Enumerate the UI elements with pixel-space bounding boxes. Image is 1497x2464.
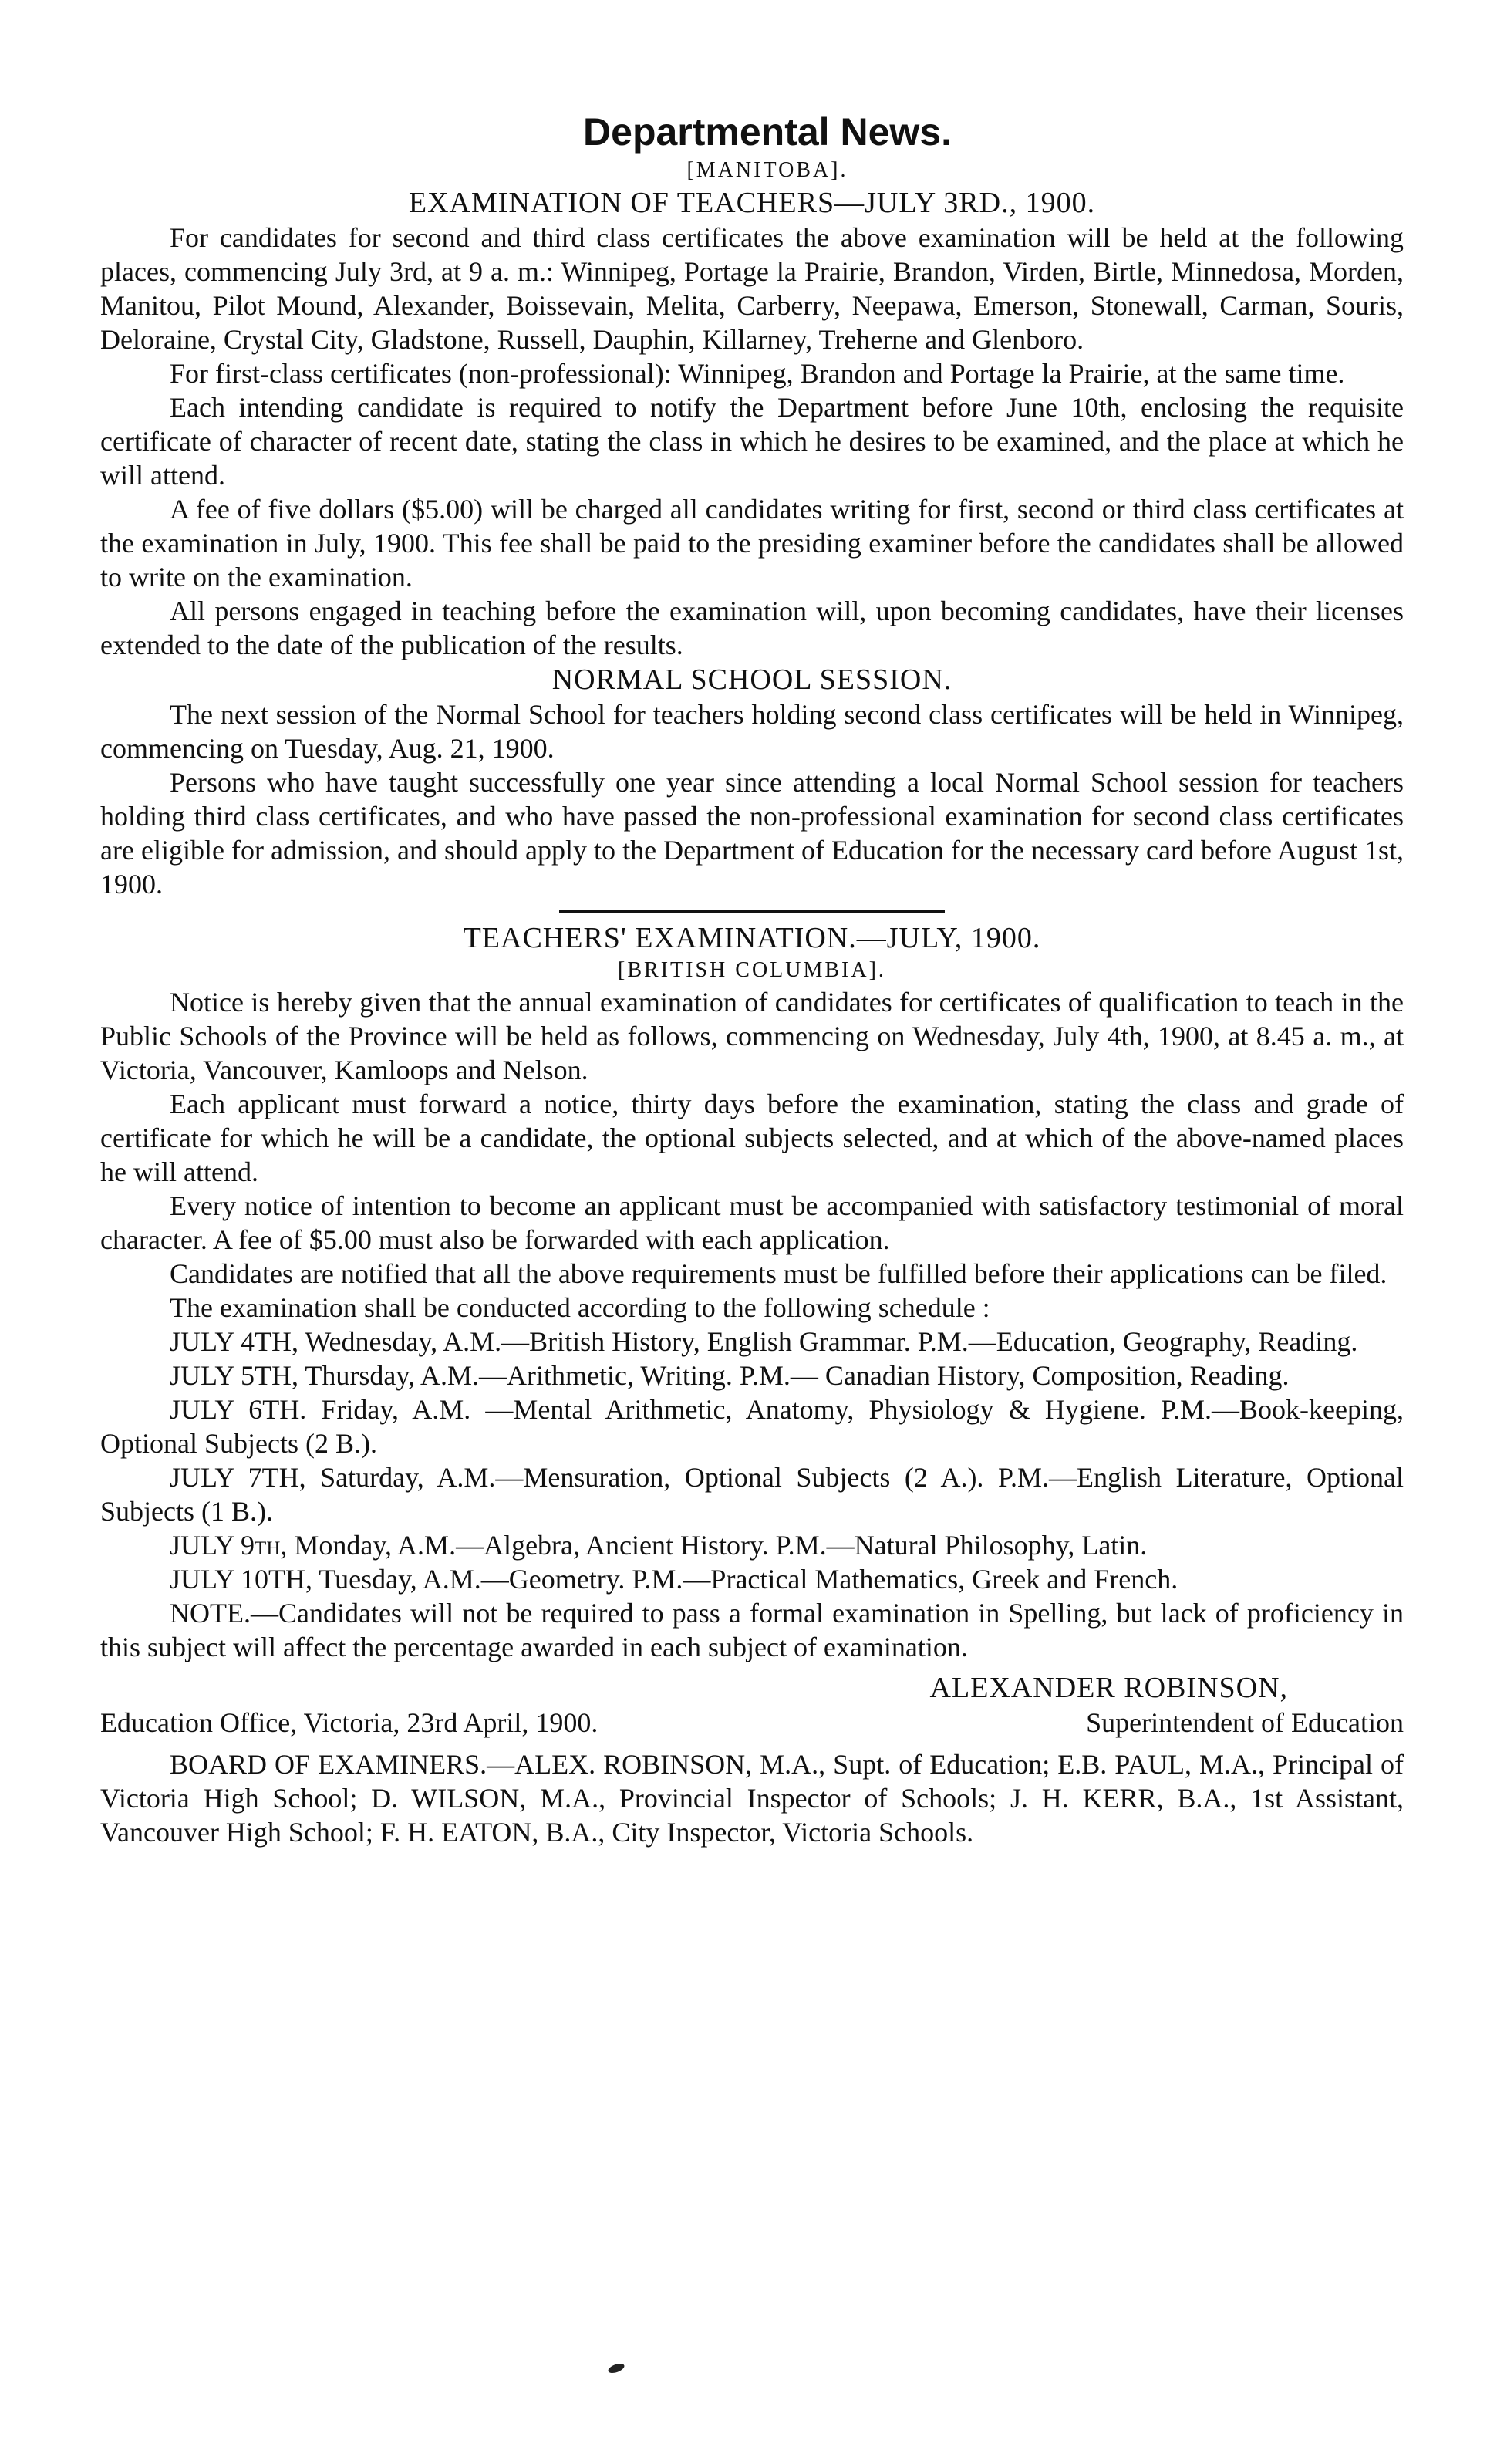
manitoba-exam-section bbox=[100, 185, 1404, 662]
page-content bbox=[100, 108, 1404, 1849]
schedule-day: JULY 10TH, bbox=[170, 1564, 313, 1595]
manitoba-paragraph: A fee of five dollars ($5.00) will be charged all candidates writing for first, second or third class certificates at the examination in July, 1900. This fee shall be paid to the presiding examiner before the candidates shall be allowed to write on the examination. bbox=[100, 494, 1404, 592]
schedule-item bbox=[100, 1562, 1404, 1596]
page-title: Departmental News. bbox=[583, 110, 952, 154]
bc-exam-section bbox=[100, 920, 1404, 1849]
region-label-bc: [BRITISH COLUMBIA]. bbox=[618, 958, 886, 982]
schedule-day: JULY 5TH, bbox=[170, 1360, 299, 1391]
schedule-item bbox=[100, 1460, 1404, 1528]
section-divider bbox=[559, 910, 945, 913]
bc-paragraph: The examination shall be conducted according to the following schedule : bbox=[170, 1292, 990, 1323]
bc-paragraph: Each applicant must forward a notice, thirty days before the examination, stating the class and grade of certificate for which he will be a candidate, the optional subjects selected, and at which of the above-named places he will attend. bbox=[100, 1089, 1404, 1187]
ink-speck bbox=[607, 2362, 625, 2375]
bc-paragraph: Every notice of intention to become an applicant must be accompanied with satisfactory testimonial of moral character. A fee of $5.00 must also be forwarded with each application. bbox=[100, 1190, 1404, 1255]
manitoba-paragraph: All persons engaged in teaching before the examination will, upon becoming candidates, have their licenses extended to the date of the publication of the results. bbox=[100, 596, 1404, 660]
bc-paragraph: Candidates are notified that all the above requirements must be fulfilled before their applications can be filed. bbox=[170, 1258, 1387, 1289]
schedule-day: JULY 7TH, bbox=[170, 1462, 306, 1493]
schedule-text: Friday, A.M. —Mental Arithmetic, Anatomy, Physiology & Hygiene. P.M.—Book-keeping, Optional Subjects (2 B.). bbox=[100, 1394, 1404, 1459]
signature-office: Education Office, Victoria, 23rd April, 1900. bbox=[100, 1707, 598, 1738]
schedule-item bbox=[100, 1325, 1404, 1359]
schedule-text: Tuesday, A.M.—Geometry. P.M.—Practical Mathematics, Greek and French. bbox=[319, 1564, 1178, 1595]
note-paragraph bbox=[100, 1596, 1404, 1664]
normal-school-section bbox=[100, 662, 1404, 901]
schedule-day: JULY 6TH. bbox=[170, 1394, 307, 1425]
note-text: —Candidates will not be required to pass a formal examination in Spelling, but lack of proficiency in this subject will affect the percentage awarded in each subject of examination. bbox=[100, 1598, 1404, 1662]
schedule-item bbox=[100, 1359, 1404, 1392]
manitoba-paragraph: For first-class certificates (non-professional): Winnipeg, Brandon and Portage la Prairie, at the same time. bbox=[170, 358, 1345, 389]
normal-school-paragraph: The next session of the Normal School for teachers holding second class certificates will be held in Winnipeg, commencing on Tuesday, Aug. 21, 1900. bbox=[100, 699, 1404, 764]
bc-paragraph: Notice is hereby given that the annual examination of candidates for certificates of qualification to teach in the Public Schools of the Province will be held as follows, commencing on Wednesday, July 4th, 1900, at 8.45 a. m., at Victoria, Vancouver, Kamloops and Nelson. bbox=[100, 987, 1404, 1085]
bc-exam-heading: TEACHERS' EXAMINATION.—JULY, 1900. bbox=[463, 922, 1041, 954]
schedule-text: Monday, A.M.—Algebra, Ancient History. P.M.—Natural Philosophy, Latin. bbox=[294, 1530, 1148, 1561]
schedule-text: Thursday, A.M.—Arithmetic, Writing. P.M.— Canadian History, Composition, Reading. bbox=[305, 1360, 1290, 1391]
schedule-day: JULY 9th, bbox=[170, 1530, 288, 1561]
schedule-text: Saturday, A.M.—Mensuration, Optional Subjects (2 A.). P.M.—English Literature, Optional Subjects (1 B.). bbox=[100, 1462, 1404, 1527]
normal-school-heading: NORMAL SCHOOL SESSION. bbox=[551, 663, 952, 696]
region-label-manitoba: [MANITOBA]. bbox=[686, 158, 848, 182]
board-of-examiners bbox=[100, 1747, 1404, 1849]
signature-name: ALEXANDER ROBINSON, bbox=[929, 1672, 1288, 1704]
schedule-text: Wednesday, A.M.—British History, English Grammar. P.M.—Education, Geography, Reading. bbox=[305, 1326, 1358, 1357]
normal-school-paragraph: Persons who have taught successfully one year since attending a local Normal School session for teachers holding third class certificates, and who have passed the non-professional examination for second class certificates are eligible for admission, and should apply to the Department of Education for the necessary card before August 1st, 1900. bbox=[100, 767, 1404, 900]
signature-line bbox=[100, 1706, 1404, 1740]
schedule-item bbox=[100, 1392, 1404, 1460]
note-label: NOTE. bbox=[170, 1598, 251, 1629]
manitoba-exam-heading: EXAMINATION OF TEACHERS—JULY 3RD., 1900. bbox=[408, 187, 1096, 219]
board-label: BOARD OF EXAMINERS. bbox=[170, 1749, 487, 1780]
board-text: —ALEX. ROBINSON, M.A., Supt. of Education; E.B. PAUL, M.A., Principal of Victoria High School; D. WILSON, M.A., Provincial Inspector of Schools; J. H. KERR, B.A., 1st Assistant, Vancouver High School; F. H. EATON, B.A., City Inspector, Victoria Schools. bbox=[100, 1749, 1404, 1848]
manitoba-paragraph: For candidates for second and third class certificates the above examination will be held at the following places, commencing July 3rd, at 9 a. m.: Winnipeg, Portage la Prairie, Brandon, Virden, Birtle, Minnedosa, Morden, Manitou, Pilot Mound, Alexander, Boissevain, Melita, Carberry, Neepawa, Emerson, Stonewall, Carman, Souris, Deloraine, Crystal City, Gladstone, Russell, Dauphin, Killarney, Treherne and Glenboro. bbox=[100, 222, 1404, 355]
manitoba-paragraph: Each intending candidate is required to notify the Department before June 10th, enclosing the requisite certificate of character of recent date, stating the class in which he desires to be examined, and the place at which he will attend. bbox=[100, 392, 1404, 491]
schedule-day: JULY 4TH, bbox=[170, 1326, 299, 1357]
schedule-item bbox=[100, 1528, 1404, 1562]
signature-title: Superintendent of Education bbox=[1086, 1707, 1404, 1738]
